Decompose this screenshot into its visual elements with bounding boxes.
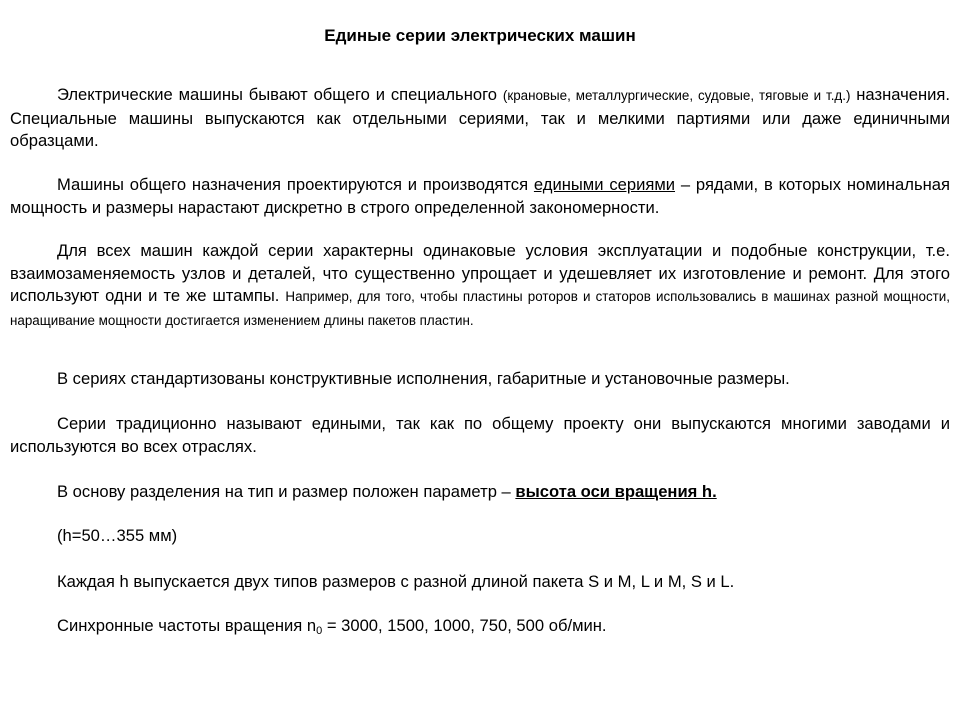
paragraph-sizes: Каждая h выпускается двух типов размеров с разной длиной пакета S и M, L и M, S и L.	[57, 572, 735, 591]
paragraph-parameter	[10, 481, 960, 504]
paragraph-standardized: В сериях стандартизованы конструктивные исполнения, габаритные и установочные размеры.	[57, 369, 790, 388]
p2-underlined-term: едиными сериями	[533, 175, 676, 194]
p9-text-b: = 3000, 1500, 1000, 750, 500 об/мин.	[322, 616, 607, 635]
p1-text-a: Электрические машины бывают общего и специального	[57, 85, 503, 104]
p1-text-small: (крановые, металлургические, судовые, тяговые и т.д.)	[502, 88, 851, 103]
p2-text-a: Машины общего назначения проектируются и производятся	[57, 175, 534, 194]
p6-bold-term: высота оси вращения h.	[515, 482, 717, 501]
paragraph-frequencies	[10, 615, 960, 638]
paragraph-unified-series	[10, 174, 950, 219]
p1-text-b: назначения. Специальные машины выпускаются как отдельными сериями, так и мелкими партиями или даже единичными образцами.	[10, 85, 951, 150]
p3-text-a: Для всех машин каждой серии характерны одинаковые условия эксплуатации и подобные конструкции, т.е. взаимозаменяемость узлов и деталей, что существенно упрощает и удешевляет их изготовление и ремонт. Для этого используют одни и те же штампы.	[10, 241, 950, 305]
paragraph-naming: Серии традиционно называют едиными, так как по общему проекту они выпускаются многими заводами и используются во всех отраслях.	[10, 414, 950, 456]
paragraph-range: (h=50…355 мм)	[57, 526, 178, 545]
paragraph-interchangeability	[10, 240, 950, 332]
p2-text-b: – рядами, в которых номинальная мощность и размеры нарастают дискретно в строго определенной закономерности.	[10, 175, 950, 217]
p9-text-a: Синхронные частоты вращения n	[57, 616, 317, 635]
p3-text-small: Например, для того, чтобы пластины роторов и статоров использовались в машинах разной мощности, наращивание мощности достигается изменением длины пакетов пластин.	[10, 289, 950, 328]
p6-text-a: В основу разделения на тип и размер положен параметр –	[57, 482, 516, 501]
p9-subscript: 0	[316, 625, 323, 637]
slide-title: Единые серии электрических машин	[324, 26, 636, 45]
paragraph-general-special	[10, 84, 950, 153]
